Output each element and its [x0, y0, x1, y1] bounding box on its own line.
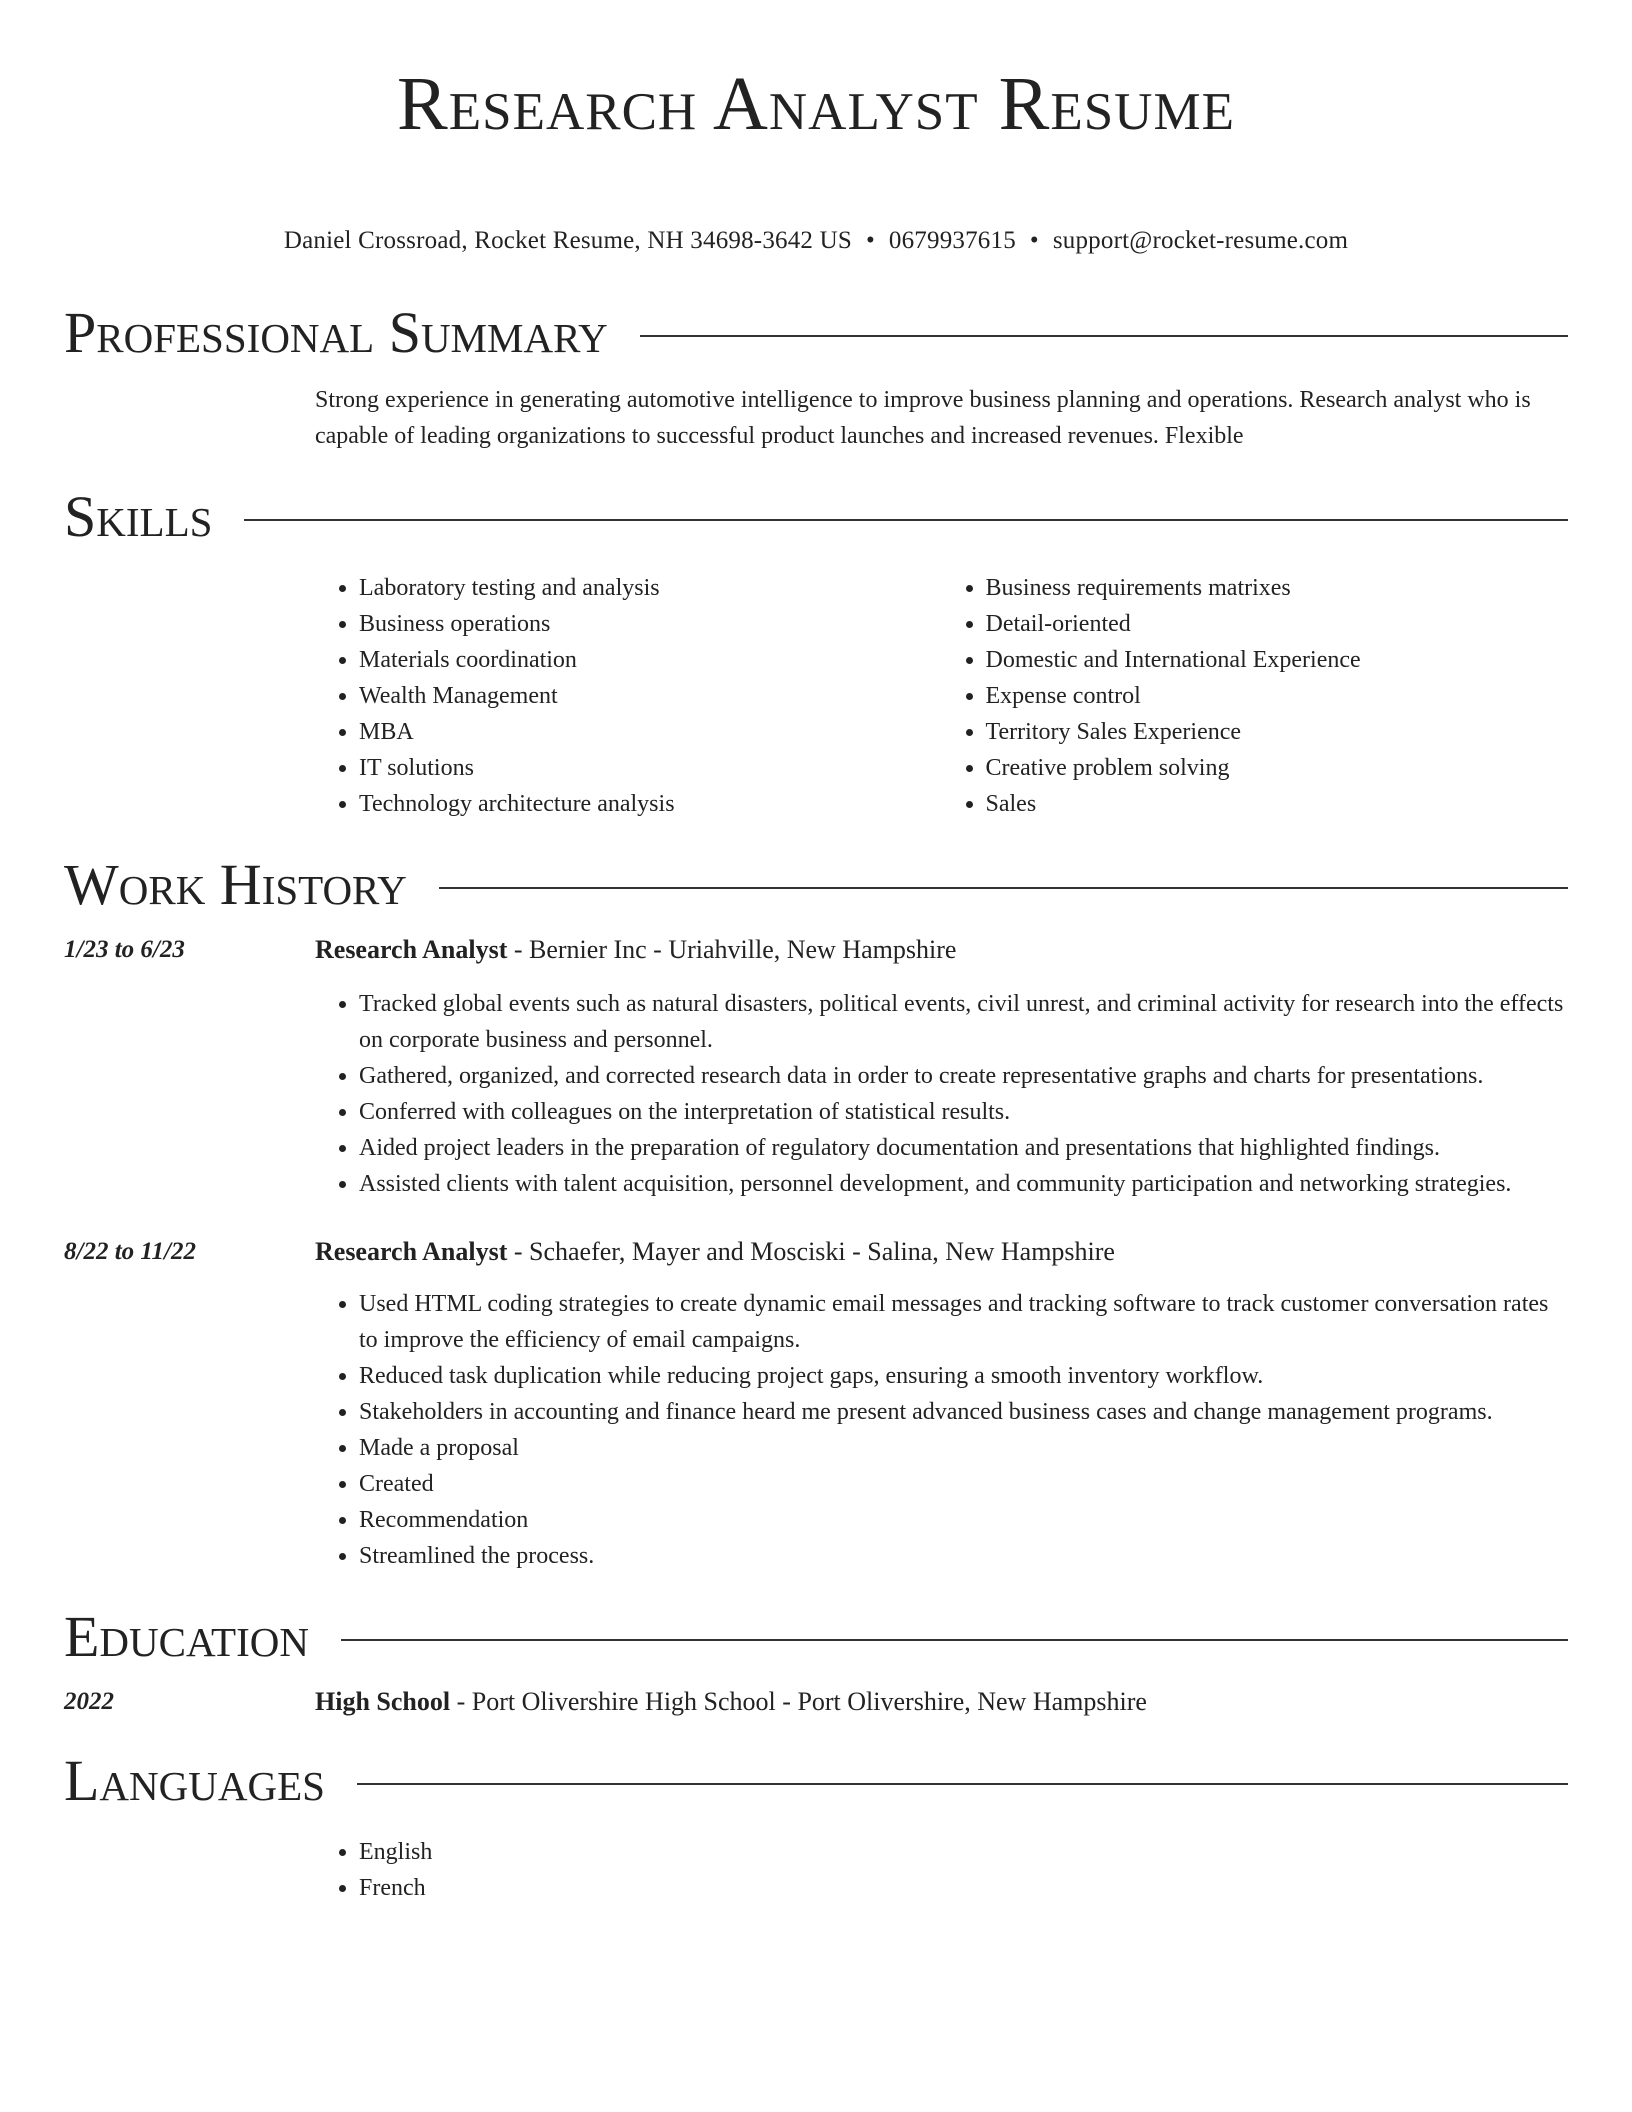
job-dates: 1/23 to 6/23 [64, 936, 185, 963]
contact-address: Daniel Crossroad, Rocket Resume, NH 34698-3642 US [283, 227, 852, 254]
job-bullet: • Created [359, 1466, 1568, 1502]
job-bullet: • Assisted clients with talent acquisition, personnel development, and community participation and networking strategies. [359, 1166, 1568, 1202]
section-heading: Professional Summary [64, 300, 608, 365]
job-details: - Bernier Inc - Uriahville, New Hampshire [507, 935, 957, 964]
job-role [315, 1234, 1115, 1270]
section-divider [640, 335, 1568, 337]
education-degree: High School [315, 1687, 451, 1716]
skill-item: • Laboratory testing and analysis [359, 570, 942, 606]
section-divider [357, 1783, 1568, 1785]
job-bullet: • Used HTML coding strategies to create dynamic email messages and tracking software to track customer conversation rates to improve the efficiency of email campaigns. [359, 1286, 1568, 1358]
education-info [315, 1684, 1147, 1720]
section-heading: Skills [64, 484, 213, 549]
contact-separator: • [1029, 227, 1039, 254]
resume-page [64, 0, 1568, 1906]
job-entry [64, 1234, 1568, 1270]
job-bullet: • Streamlined the process. [359, 1538, 1568, 1574]
skill-item: • Business requirements matrixes [986, 570, 1569, 606]
skill-item: • Creative problem solving [986, 750, 1569, 786]
job-bullet: • Gathered, organized, and corrected research data in order to create representative graphs and charts for presentations. [359, 1058, 1568, 1094]
skill-item: • IT solutions [359, 750, 942, 786]
job-details: - Schaefer, Mayer and Mosciski - Salina, New Hampshire [507, 1237, 1115, 1266]
skill-item: • Business operations [359, 606, 942, 642]
section-heading: Work History [64, 852, 407, 917]
section-heading: Languages [64, 1748, 325, 1813]
job-bullet: • Reduced task duplication while reducing project gaps, ensuring a smooth inventory workflow. [359, 1358, 1568, 1394]
job-bullets [315, 1286, 1568, 1574]
skill-item: • MBA [359, 714, 942, 750]
job-entry [64, 932, 1568, 968]
job-role [315, 932, 956, 968]
job-bullet: • Stakeholders in accounting and finance heard me present advanced business cases and change management programs. [359, 1394, 1568, 1430]
languages-list [315, 1834, 1568, 1906]
job-dates: 8/22 to 11/22 [64, 1238, 196, 1265]
skill-item: • Technology architecture analysis [359, 786, 942, 822]
section-work-history [64, 852, 1568, 918]
skill-item: • Sales [986, 786, 1569, 822]
contact-phone: 0679937615 [888, 227, 1016, 254]
resume-title: Research Analyst Resume [397, 62, 1235, 146]
section-languages [64, 1748, 1568, 1814]
contact-separator: • [865, 227, 875, 254]
job-title: Research Analyst [315, 935, 508, 964]
skill-item: • Wealth Management [359, 678, 942, 714]
section-divider [244, 519, 1568, 521]
job-bullet: • Conferred with colleagues on the interpretation of statistical results. [359, 1094, 1568, 1130]
job-bullet: • Tracked global events such as natural disasters, political events, civil unrest, and criminal activity for research into the effects on corporate business and personnel. [359, 986, 1568, 1058]
skill-item: • Materials coordination [359, 642, 942, 678]
job-bullets [315, 986, 1568, 1202]
language-item: • French [359, 1870, 1568, 1906]
section-divider [341, 1639, 1568, 1641]
contact-email: support@rocket-resume.com [1052, 227, 1349, 254]
skill-item: • Expense control [986, 678, 1569, 714]
job-bullet: • Made a proposal [359, 1430, 1568, 1466]
education-details: - Port Olivershire High School - Port Olivershire, New Hampshire [450, 1687, 1147, 1716]
skill-item: • Territory Sales Experience [986, 714, 1569, 750]
skills-list [315, 570, 1568, 822]
section-divider [439, 887, 1568, 889]
contact-line [64, 226, 1568, 256]
skill-item: • Domestic and International Experience [986, 642, 1569, 678]
section-education [64, 1604, 1568, 1670]
section-heading: Education [64, 1604, 309, 1669]
language-item: • English [359, 1834, 1568, 1870]
job-bullet: • Recommendation [359, 1502, 1568, 1538]
education-entry [64, 1684, 1568, 1720]
education-year: 2022 [64, 1688, 114, 1715]
job-title: Research Analyst [315, 1237, 508, 1266]
summary-text: Strong experience in generating automotive intelligence to improve business planning and operations. Research analyst who is capable of leading organizations to successful product launches and increased revenues. Flexible [315, 387, 1531, 449]
section-professional-summary [64, 300, 1568, 366]
job-bullet: • Aided project leaders in the preparation of regulatory documentation and presentations that highlighted findings. [359, 1130, 1568, 1166]
skill-item: • Detail-oriented [986, 606, 1569, 642]
skills-column-right [942, 570, 1569, 822]
skills-column-left [315, 570, 942, 822]
section-skills [64, 484, 1568, 550]
